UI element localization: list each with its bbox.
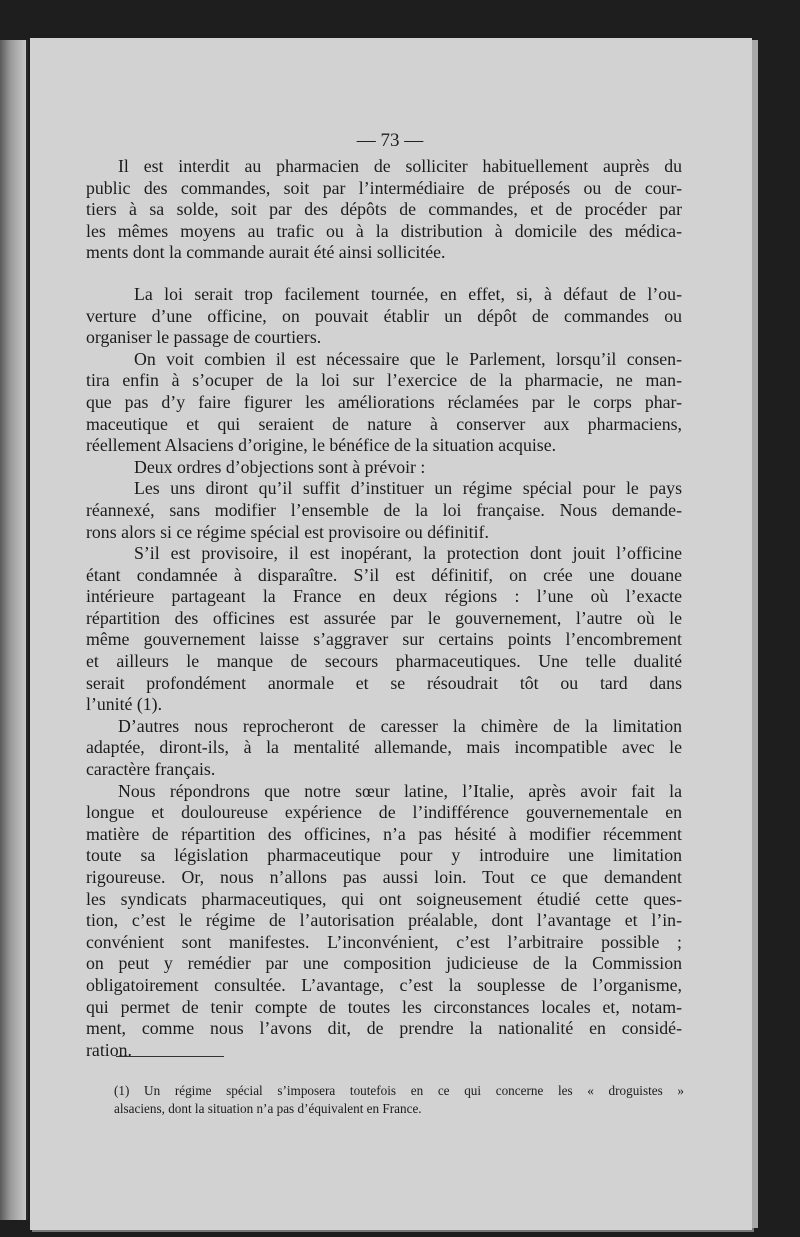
text-line: étant condamnée à disparaître. S’il est définitif, on crée une douane bbox=[86, 564, 682, 585]
text-line: verture d’une officine, on pouvait établir un dépôt de commandes ou bbox=[86, 305, 682, 326]
text-line: ment, comme nous l’avons dit, de prendre la nationalité en considé- bbox=[86, 1018, 682, 1039]
text-line: même gouvernement laisse s’aggraver sur certains points l’encombrement bbox=[86, 629, 682, 650]
text-line: Deux ordres d’objections sont à prévoir : bbox=[134, 456, 426, 477]
text-line: caractère français. bbox=[86, 759, 216, 780]
text-line: qui permet de tenir compte de toutes les circonstances locales et, notam- bbox=[86, 996, 682, 1017]
text-line: toute sa législation pharmaceutique pour y introduire une limitation bbox=[86, 845, 682, 866]
footnote-separator bbox=[116, 1056, 224, 1057]
text-line: réannexé, sans modifier l’ensemble de la loi française. Nous demande- bbox=[86, 499, 682, 520]
text-line: S’il est provisoire, il est inopérant, la protection dont jouit l’officine bbox=[134, 543, 682, 564]
text-line: ration. bbox=[86, 1039, 132, 1060]
text-line: longue et douloureuse expérience de l’indifférence gouvernementale en bbox=[86, 802, 682, 823]
text-line: les syndicats pharmaceutiques, qui ont soigneusement étudié cette ques- bbox=[86, 888, 682, 909]
body-text bbox=[86, 156, 682, 1061]
text-line: Il est interdit au pharmacien de solliciter habituellement auprès du bbox=[118, 156, 682, 176]
text-line: On voit combien il est nécessaire que le Parlement, lorsqu’il consen- bbox=[134, 348, 682, 369]
footnote-line: (1) Un régime spécial s’imposera toutefois en ce qui concerne les « droguistes » bbox=[114, 1083, 684, 1098]
text-line: adaptée, diront-ils, à la mentalité allemande, mais incompatible avec le bbox=[86, 737, 682, 758]
text-line: on peut y remédier par une composition judicieuse de la Commission bbox=[86, 953, 682, 974]
text-line: public des commandes, soit par l’intermédiaire de préposés ou de cour- bbox=[86, 177, 682, 198]
text-line: tiers à sa solde, soit par des dépôts de commandes, et de procéder par bbox=[86, 199, 682, 220]
text-line: que pas d’y faire figurer les améliorations réclamées par le corps phar- bbox=[86, 391, 682, 412]
text-line: tion, c’est le régime de l’autorisation préalable, dont l’avantage et l’in- bbox=[86, 910, 682, 931]
text-line: répartition des officines est assurée par le gouvernement, l’autre où le bbox=[86, 607, 682, 628]
text-line: rigoureuse. Or, nous n’allons pas aussi loin. Tout ce que demandent bbox=[86, 867, 682, 887]
text-line: rons alors si ce régime spécial est provisoire ou définitif. bbox=[86, 521, 489, 542]
paragraph-gap bbox=[86, 264, 682, 284]
text-line: D’autres nous reprocheront de caresser la chimère de la limitation bbox=[118, 715, 682, 736]
text-line: et ailleurs le manque de secours pharmaceutiques. Une telle dualité bbox=[86, 651, 682, 672]
text-line: les mêmes moyens au trafic ou à la distribution à domicile des médica- bbox=[86, 220, 682, 241]
text-line: serait profondément anormale et se résoudrait tôt ou tard dans bbox=[86, 672, 682, 693]
text-line: intérieure partageant la France en deux régions : l’une où l’exacte bbox=[86, 586, 682, 607]
text-line: réellement Alsaciens d’origine, le bénéfice de la situation acquise. bbox=[86, 435, 557, 456]
footnote-line: alsaciens, dont la situation n’a pas d’équivalent en France. bbox=[114, 1101, 422, 1116]
text-line: tira enfin à s’ocuper de la loi sur l’exercice de la pharmacie, ne man- bbox=[86, 370, 682, 391]
text-line: ments dont la commande aurait été ainsi sollicitée. bbox=[86, 242, 446, 263]
text-line: maceutique et qui seraient de nature à conserver aux pharmaciens, bbox=[86, 413, 682, 434]
text-line: organiser le passage de courtiers. bbox=[86, 327, 322, 348]
page-number: — 73 — bbox=[356, 130, 424, 151]
page-edge bbox=[752, 40, 758, 1228]
text-line: Nous répondrons que notre sœur latine, l’Italie, après avoir fait la bbox=[118, 780, 682, 801]
text-line: La loi serait trop facilement tournée, en effet, si, à défaut de l’ou- bbox=[134, 283, 682, 304]
text-line: l’unité (1). bbox=[86, 694, 163, 715]
text-line: Les uns diront qu’il suffit d’instituer un régime spécial pour le pays bbox=[134, 478, 682, 499]
footnotes bbox=[114, 1082, 684, 1118]
book-page bbox=[30, 38, 752, 1230]
text-line: convénient sont manifestes. L’inconvénient, c’est l’arbitraire possible ; bbox=[86, 931, 682, 952]
text-line: matière de répartition des officines, n’a pas hésité à modifier récemment bbox=[86, 823, 682, 844]
adjacent-page-edge bbox=[0, 40, 28, 1220]
text-line: obligatoirement consultée. L’avantage, c’est la souplesse de l’organisme, bbox=[86, 974, 682, 995]
